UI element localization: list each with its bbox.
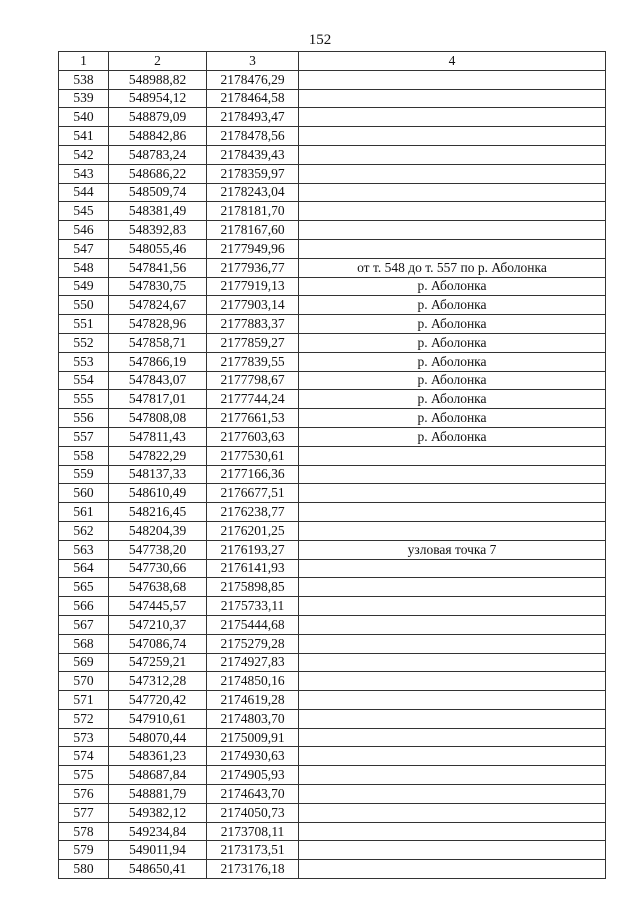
point-number-cell: 548: [59, 258, 109, 277]
description-cell: р. Аболонка: [299, 427, 606, 446]
point-number-cell: 544: [59, 183, 109, 202]
x-coordinate-cell: 547822,29: [109, 446, 207, 465]
y-coordinate-cell: 2176677,51: [207, 484, 299, 503]
x-coordinate-cell: 547811,43: [109, 427, 207, 446]
x-coordinate-cell: 547808,08: [109, 409, 207, 428]
description-cell: [299, 145, 606, 164]
table-row: [59, 89, 606, 108]
description-cell: [299, 221, 606, 240]
description-cell: р. Аболонка: [299, 296, 606, 315]
point-number-cell: 546: [59, 221, 109, 240]
x-coordinate-cell: 549234,84: [109, 822, 207, 841]
x-coordinate-cell: 548842,86: [109, 127, 207, 146]
point-number-cell: 549: [59, 277, 109, 296]
point-number-cell: 542: [59, 145, 109, 164]
y-coordinate-cell: 2177798,67: [207, 371, 299, 390]
column-header-y: 3: [207, 52, 299, 71]
x-coordinate-cell: 548055,46: [109, 239, 207, 258]
description-cell: [299, 465, 606, 484]
x-coordinate-cell: 548783,24: [109, 145, 207, 164]
point-number-cell: 579: [59, 841, 109, 860]
column-header-point-number: 1: [59, 52, 109, 71]
description-cell: [299, 728, 606, 747]
y-coordinate-cell: 2177603,63: [207, 427, 299, 446]
description-cell: [299, 597, 606, 616]
table-row: [59, 484, 606, 503]
table-row: [59, 352, 606, 371]
table-row: [59, 145, 606, 164]
description-cell: [299, 747, 606, 766]
table-row: [59, 277, 606, 296]
description-cell: [299, 446, 606, 465]
point-number-cell: 558: [59, 446, 109, 465]
x-coordinate-cell: 547830,75: [109, 277, 207, 296]
point-number-cell: 553: [59, 352, 109, 371]
table-row: [59, 615, 606, 634]
y-coordinate-cell: 2177883,37: [207, 315, 299, 334]
y-coordinate-cell: 2177166,36: [207, 465, 299, 484]
table-row: [59, 728, 606, 747]
y-coordinate-cell: 2175279,28: [207, 634, 299, 653]
table-row: [59, 127, 606, 146]
point-number-cell: 572: [59, 709, 109, 728]
y-coordinate-cell: 2177859,27: [207, 333, 299, 352]
y-coordinate-cell: 2174930,63: [207, 747, 299, 766]
point-number-cell: 560: [59, 484, 109, 503]
y-coordinate-cell: 2174619,28: [207, 691, 299, 710]
y-coordinate-cell: 2175898,85: [207, 578, 299, 597]
point-number-cell: 540: [59, 108, 109, 127]
description-cell: р. Аболонка: [299, 390, 606, 409]
table-row: [59, 578, 606, 597]
y-coordinate-cell: 2173176,18: [207, 860, 299, 879]
table-row: [59, 766, 606, 785]
page-number: 152: [308, 32, 332, 48]
y-coordinate-cell: 2174803,70: [207, 709, 299, 728]
x-coordinate-cell: 547086,74: [109, 634, 207, 653]
coordinates-table: [58, 51, 606, 879]
description-cell: р. Аболонка: [299, 409, 606, 428]
table-row: [59, 709, 606, 728]
description-cell: [299, 672, 606, 691]
description-cell: [299, 89, 606, 108]
point-number-cell: 550: [59, 296, 109, 315]
description-cell: [299, 108, 606, 127]
description-cell: [299, 202, 606, 221]
point-number-cell: 539: [59, 89, 109, 108]
x-coordinate-cell: 548988,82: [109, 70, 207, 89]
y-coordinate-cell: 2178476,29: [207, 70, 299, 89]
point-number-cell: 569: [59, 653, 109, 672]
description-cell: [299, 484, 606, 503]
point-number-cell: 567: [59, 615, 109, 634]
table-row: [59, 446, 606, 465]
x-coordinate-cell: 548954,12: [109, 89, 207, 108]
point-number-cell: 570: [59, 672, 109, 691]
column-header-x: 2: [109, 52, 207, 71]
description-cell: [299, 615, 606, 634]
table-row: [59, 747, 606, 766]
table-row: [59, 427, 606, 446]
description-cell: р. Аболонка: [299, 277, 606, 296]
y-coordinate-cell: 2175009,91: [207, 728, 299, 747]
description-cell: [299, 70, 606, 89]
y-coordinate-cell: 2178243,04: [207, 183, 299, 202]
x-coordinate-cell: 547738,20: [109, 540, 207, 559]
x-coordinate-cell: 547824,67: [109, 296, 207, 315]
x-coordinate-cell: 547312,28: [109, 672, 207, 691]
table-row: [59, 221, 606, 240]
table-row: [59, 371, 606, 390]
point-number-cell: 555: [59, 390, 109, 409]
x-coordinate-cell: 549382,12: [109, 803, 207, 822]
x-coordinate-cell: 548881,79: [109, 785, 207, 804]
table-row: [59, 239, 606, 258]
point-number-cell: 556: [59, 409, 109, 428]
description-cell: [299, 127, 606, 146]
point-number-cell: 577: [59, 803, 109, 822]
point-number-cell: 545: [59, 202, 109, 221]
table-row: [59, 465, 606, 484]
y-coordinate-cell: 2178359,97: [207, 164, 299, 183]
table-row: [59, 691, 606, 710]
description-cell: [299, 841, 606, 860]
y-coordinate-cell: 2176141,93: [207, 559, 299, 578]
point-number-cell: 552: [59, 333, 109, 352]
y-coordinate-cell: 2178464,58: [207, 89, 299, 108]
y-coordinate-cell: 2174905,93: [207, 766, 299, 785]
description-cell: [299, 766, 606, 785]
y-coordinate-cell: 2177919,13: [207, 277, 299, 296]
x-coordinate-cell: 548392,83: [109, 221, 207, 240]
table-row: [59, 202, 606, 221]
table-row: [59, 390, 606, 409]
point-number-cell: 563: [59, 540, 109, 559]
point-number-cell: 547: [59, 239, 109, 258]
y-coordinate-cell: 2177661,53: [207, 409, 299, 428]
x-coordinate-cell: 547910,61: [109, 709, 207, 728]
table-row: [59, 521, 606, 540]
description-cell: узловая точка 7: [299, 540, 606, 559]
description-cell: [299, 183, 606, 202]
table-header-row: [59, 52, 606, 71]
description-cell: [299, 634, 606, 653]
point-number-cell: 580: [59, 860, 109, 879]
point-number-cell: 559: [59, 465, 109, 484]
table-row: [59, 108, 606, 127]
point-number-cell: 568: [59, 634, 109, 653]
point-number-cell: 564: [59, 559, 109, 578]
description-cell: р. Аболонка: [299, 352, 606, 371]
x-coordinate-cell: 547841,56: [109, 258, 207, 277]
description-cell: [299, 691, 606, 710]
description-cell: р. Аболонка: [299, 315, 606, 334]
description-cell: [299, 653, 606, 672]
y-coordinate-cell: 2177949,96: [207, 239, 299, 258]
description-cell: р. Аболонка: [299, 371, 606, 390]
description-cell: [299, 239, 606, 258]
y-coordinate-cell: 2176193,27: [207, 540, 299, 559]
x-coordinate-cell: 548216,45: [109, 503, 207, 522]
x-coordinate-cell: 548361,23: [109, 747, 207, 766]
description-cell: [299, 803, 606, 822]
column-header-description: 4: [299, 52, 606, 71]
y-coordinate-cell: 2175733,11: [207, 597, 299, 616]
point-number-cell: 551: [59, 315, 109, 334]
y-coordinate-cell: 2175444,68: [207, 615, 299, 634]
table-row: [59, 258, 606, 277]
x-coordinate-cell: 547843,07: [109, 371, 207, 390]
description-cell: [299, 822, 606, 841]
x-coordinate-cell: 547720,42: [109, 691, 207, 710]
point-number-cell: 574: [59, 747, 109, 766]
table-row: [59, 597, 606, 616]
description-cell: [299, 503, 606, 522]
x-coordinate-cell: 547730,66: [109, 559, 207, 578]
y-coordinate-cell: 2177903,14: [207, 296, 299, 315]
y-coordinate-cell: 2173173,51: [207, 841, 299, 860]
table-row: [59, 672, 606, 691]
y-coordinate-cell: 2178478,56: [207, 127, 299, 146]
description-cell: [299, 709, 606, 728]
y-coordinate-cell: 2174927,83: [207, 653, 299, 672]
point-number-cell: 541: [59, 127, 109, 146]
y-coordinate-cell: 2177744,24: [207, 390, 299, 409]
point-number-cell: 566: [59, 597, 109, 616]
table-row: [59, 333, 606, 352]
point-number-cell: 557: [59, 427, 109, 446]
description-cell: [299, 559, 606, 578]
description-cell: [299, 521, 606, 540]
table-row: [59, 315, 606, 334]
y-coordinate-cell: 2174643,70: [207, 785, 299, 804]
point-number-cell: 576: [59, 785, 109, 804]
y-coordinate-cell: 2177530,61: [207, 446, 299, 465]
x-coordinate-cell: 548687,84: [109, 766, 207, 785]
table-row: [59, 164, 606, 183]
x-coordinate-cell: 547828,96: [109, 315, 207, 334]
x-coordinate-cell: 548204,39: [109, 521, 207, 540]
table-row: [59, 860, 606, 879]
point-number-cell: 573: [59, 728, 109, 747]
x-coordinate-cell: 547638,68: [109, 578, 207, 597]
x-coordinate-cell: 547817,01: [109, 390, 207, 409]
x-coordinate-cell: 548650,41: [109, 860, 207, 879]
x-coordinate-cell: 548381,49: [109, 202, 207, 221]
description-cell: [299, 164, 606, 183]
x-coordinate-cell: 548137,33: [109, 465, 207, 484]
x-coordinate-cell: 548610,49: [109, 484, 207, 503]
x-coordinate-cell: 547858,71: [109, 333, 207, 352]
point-number-cell: 575: [59, 766, 109, 785]
x-coordinate-cell: 548509,74: [109, 183, 207, 202]
table-row: [59, 653, 606, 672]
point-number-cell: 543: [59, 164, 109, 183]
table-row: [59, 540, 606, 559]
x-coordinate-cell: 548686,22: [109, 164, 207, 183]
y-coordinate-cell: 2177839,55: [207, 352, 299, 371]
y-coordinate-cell: 2176238,77: [207, 503, 299, 522]
table-row: [59, 409, 606, 428]
y-coordinate-cell: 2174050,73: [207, 803, 299, 822]
table-row: [59, 822, 606, 841]
description-cell: р. Аболонка: [299, 333, 606, 352]
table-row: [59, 634, 606, 653]
y-coordinate-cell: 2176201,25: [207, 521, 299, 540]
point-number-cell: 554: [59, 371, 109, 390]
table-body: [59, 70, 606, 878]
y-coordinate-cell: 2178167,60: [207, 221, 299, 240]
table-row: [59, 70, 606, 89]
x-coordinate-cell: 548070,44: [109, 728, 207, 747]
point-number-cell: 578: [59, 822, 109, 841]
description-cell: [299, 785, 606, 804]
x-coordinate-cell: 547259,21: [109, 653, 207, 672]
table-row: [59, 503, 606, 522]
x-coordinate-cell: 547445,57: [109, 597, 207, 616]
point-number-cell: 561: [59, 503, 109, 522]
description-cell: [299, 578, 606, 597]
y-coordinate-cell: 2174850,16: [207, 672, 299, 691]
description-cell: [299, 860, 606, 879]
table-row: [59, 559, 606, 578]
x-coordinate-cell: 547210,37: [109, 615, 207, 634]
y-coordinate-cell: 2178493,47: [207, 108, 299, 127]
table-row: [59, 785, 606, 804]
table-row: [59, 296, 606, 315]
table-row: [59, 803, 606, 822]
table-row: [59, 183, 606, 202]
x-coordinate-cell: 548879,09: [109, 108, 207, 127]
point-number-cell: 571: [59, 691, 109, 710]
y-coordinate-cell: 2178439,43: [207, 145, 299, 164]
y-coordinate-cell: 2177936,77: [207, 258, 299, 277]
point-number-cell: 538: [59, 70, 109, 89]
x-coordinate-cell: 549011,94: [109, 841, 207, 860]
description-cell: от т. 548 до т. 557 по р. Аболонка: [299, 258, 606, 277]
x-coordinate-cell: 547866,19: [109, 352, 207, 371]
point-number-cell: 562: [59, 521, 109, 540]
point-number-cell: 565: [59, 578, 109, 597]
y-coordinate-cell: 2173708,11: [207, 822, 299, 841]
y-coordinate-cell: 2178181,70: [207, 202, 299, 221]
table-row: [59, 841, 606, 860]
